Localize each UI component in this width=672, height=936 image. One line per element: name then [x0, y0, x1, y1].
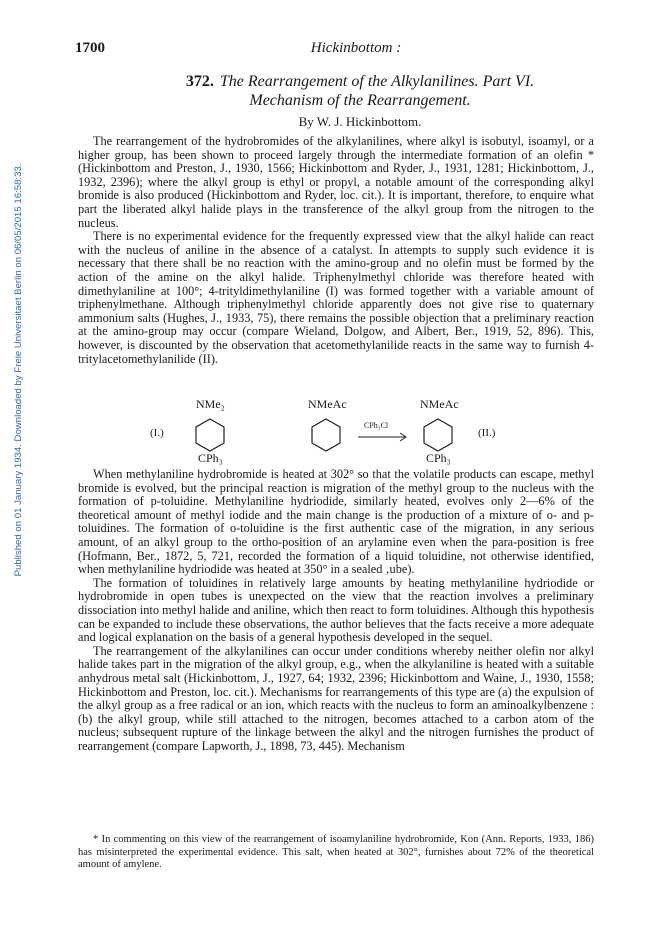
- formula-right-top: NMeAc: [420, 397, 459, 411]
- paragraph: When methylaniline hydrobromide is heated at 302° so that the volatile products can escape, methyl bromide is evolved, but the principal reaction is migration of the methyl group to the nucleus with the formation of p-toluidine. Methylaniline hydriodide, similarly heated, evolves only 2—6% of the theoretical amount of methyl iodide and the main change is the production of a mixture of o- and p-toluidines. The formation of o-toluidine is the first authentic case of the migration, in any serious amount, of an alkyl group to the ortho-position of an arylamine even when the para-position is free (Hofmann, Ber., 1872, 5, 721, recorded the formation of a liquid toluidine, not otherwise identified, when methylaniline hydriodide was heated at 350° in a sealed ‚ube).: [78, 467, 594, 577]
- paragraph: The rearrangement of the alkylanilines can occur under conditions whereby neither olefin nor alkyl halide takes part in the migration of the alkyl group, e.g., when the alkylaniline is heated with a suitable anhydrous metal salt (Hickinbottom, J., 1927, 64; 1932, 2396; Hickinbottom and Waine, J., 1930, 1558; Hickinbottom and Preston, loc. cit.). Mechanisms for rearrangements of this type are (a) the expulsion of the alkyl group as a free radical or an ion, which reacts with the nucleus to form an aminoalkylbenzene : (b) the alkyl group, while still attached to the nitrogen, becomes attached to a carbon atom of the nucleus; subsequent rupture of the linkage between the alkyl and the nitrogen furnishes the product of rearrangement (compare Lapworth, J., 1898, 73, 445). Mechanism: [78, 643, 594, 753]
- body-text-bottom: [78, 468, 594, 753]
- benzene-ring-left: [196, 419, 224, 451]
- running-head: Hickinbottom :: [310, 40, 402, 56]
- body-text-top: [78, 135, 594, 366]
- footnote: [78, 834, 594, 872]
- formula-left-label: (I.): [150, 427, 164, 439]
- formula-left-top: NMe₂: [196, 397, 225, 411]
- article-number: 372.: [185, 73, 214, 90]
- formula-reagent: CPh₃Cl: [364, 421, 389, 430]
- formula-right-label: (II.): [478, 427, 496, 439]
- chemical-formulae: [78, 397, 594, 467]
- formula-left-bottom: CPh₃: [198, 451, 223, 465]
- formula-mid-top: NMeAc: [308, 397, 347, 411]
- benzene-ring-middle: [312, 419, 340, 451]
- article-title: [100, 72, 620, 110]
- benzene-ring-right: [424, 419, 452, 451]
- sidebar-provenance-note: [6, 160, 24, 580]
- formula-right-bottom: CPh₃: [426, 451, 451, 465]
- footnote-text: * In commenting on this view of the rearrangement of isoamylaniline hydrobromide, Kon (Ann. Reports, 1933, 186) has misinterpreted the experimental evidence. This salt, when heated at 302°, furnishes about 72% of the theoretical amount of amylene.: [78, 834, 594, 871]
- paragraph: The formation of toluidines in relatively large amounts by heating methylaniline hydriodide or hydrobromide in open tubes is unexpected on the view that the reaction involves a preliminary dissociation into methyl halide and aniline, which then react to form toluidines. Although this hypothesis can be expanded to include these observations, the author believes that the facts receive a more adequate and logical explanation on the basis of a general hypothesis developed in the sequel.: [78, 575, 594, 645]
- sidebar-text: Published on 01 January 1934. Downloaded by Freie Universitaet Berlin on 06/05/2015 16:58:33.: [13, 163, 24, 577]
- paragraph: The rearrangement of the hydrobromides of the alkylanilines, where alkyl is isobutyl, isoamyl, or a higher group, has been shown to proceed largely through the intermediate formation of an olefin * (Hickinbottom and Preston, J., 1930, 1566; Hickinbottom and Ryder, J., 1931, 1281; Hickinbottom, J., 1932, 2396); where the alkyl group is ethyl or propyl, a notable amount of the corresponding alkyl bromide is also produced (Hickinbottom and Ryder, loc. cit.). It is important, therefore, to enquire what part the liberated alkyl halide plays in the transference of the alkyl group from the nitrogen to the nucleus.: [78, 134, 594, 230]
- byline: By W. J. Hickinbottom.: [298, 114, 422, 129]
- title-line-1: The Rearrangement of the Alkylanilines. Part VI.: [219, 73, 535, 90]
- page-number: 1700: [75, 40, 105, 56]
- title-line-2: Mechanism of the Rearrangement.: [249, 92, 471, 109]
- paragraph: There is no experimental evidence for the frequently expressed view that the alkyl halide can react with the nucleus of aniline in the absence of a catalyst. In attempts to supply such evidence it is necessary that there shall be no reaction with the amino-group and no olefin must be formed by the action of the amine on the alkyl halide. Triphenylmethyl chloride was therefore heated with dimethylaniline at 100°; 4-trityldimethylaniline (I) was formed together with a variable amount of triphenylmethane. Although triphenylmethyl chloride apparently does not give rise to quaternary ammonium salts (Hughes, J., 1933, 75), there remains the possible objection that a preliminary reaction at the amino-group may occur (compare Wieland, Dolgow, and Albert, Ber., 1919, 52, 896). This, however, is discounted by the observation that acetomethylanilide reacts in the same way to furnish 4-tritylacetomethylanilide (II).: [78, 229, 594, 366]
